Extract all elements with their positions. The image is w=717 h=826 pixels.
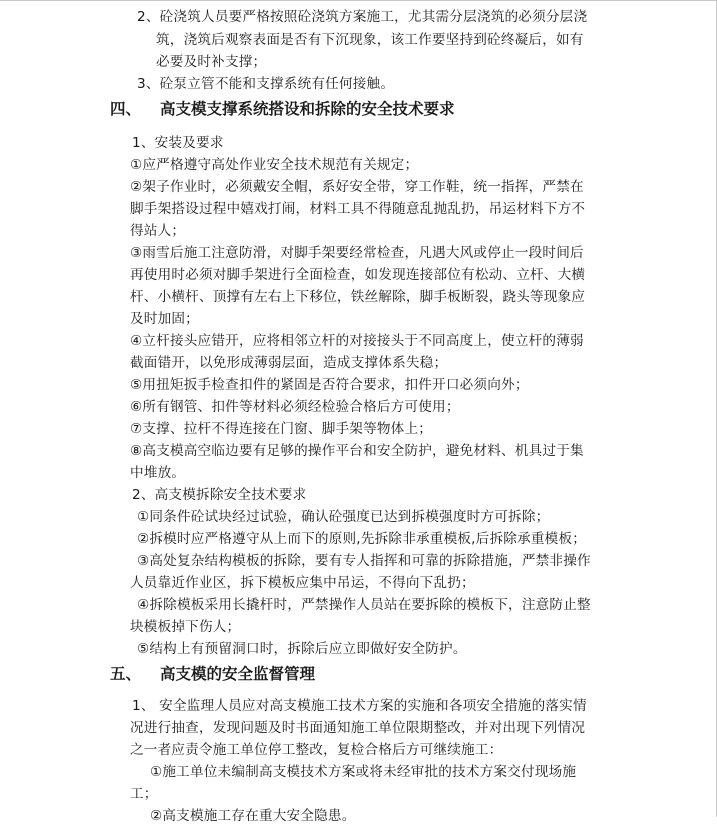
sec4-sub2: 2、高支模拆除安全技术要求 bbox=[132, 487, 307, 503]
sec4-item3-line1: ③雨雪后施工注意防滑，对脚手架要经常检查，凡遇大风或停止一段时间后 bbox=[130, 245, 584, 261]
sec4-item8-line1: ⑧高支模高空临边要有足够的操作平台和安全防护，避免材料、机具过于集 bbox=[130, 443, 584, 459]
sec4-item4-line1: ④立杆接头应错开，应将相邻立杆的对接接头于不同高度上，使立杆的薄弱 bbox=[130, 333, 584, 349]
sec5-para1-line3: 之一者应责令施工单位停工整改，复检合格后方可继续施工： bbox=[130, 742, 503, 758]
sec4-item2-line2: 脚手架搭设过程中嬉戏打闹，材料工具不得随意乱抛乱扔，吊运材料下方不 bbox=[130, 201, 586, 217]
section-5-number: 五、 bbox=[110, 665, 142, 683]
sec4-item3-line2: 再使用时必须对脚手架进行全面检查，如发现连接部位有松动、立杆、大横 bbox=[130, 267, 586, 283]
sec4-item1: ①应严格遵守高处作业安全技术规范有关规定； bbox=[130, 157, 419, 173]
sec3-item2-line1: 2、砼浇筑人员要严格按照砼浇筑方案施工，尤其需分层浇筑的必须分层浇 bbox=[137, 9, 588, 25]
sec4-removal4-line1: ④拆除模板采用长撬杆时，严禁操作人员站在要拆除的模板下，注意防止整 bbox=[137, 597, 591, 613]
sec4-item2-line3: 得站人； bbox=[130, 223, 186, 239]
sec4-sub1: 1、安装及要求 bbox=[132, 135, 224, 151]
section-5-title: 高支模的安全监督管理 bbox=[160, 665, 316, 683]
sec5-case2: ②高支模施工存在重大安全隐患。 bbox=[150, 808, 356, 824]
sec4-item7: ⑦支撑、拉杆不得连接在门窗、脚手架等物体上； bbox=[130, 421, 433, 437]
section-4-number: 四、 bbox=[110, 100, 142, 118]
sec4-removal3-line2: 人员靠近作业区，拆下模板应集中吊运，不得向下乱扔； bbox=[130, 575, 475, 591]
sec4-removal2: ②拆模时应严格遵守从上而下的原则,先拆除非承重模板,后拆除承重模板； bbox=[137, 531, 587, 547]
sec3-item3: 3、砼泵立管不能和支撑系统有任何接触。 bbox=[137, 76, 395, 92]
sec4-removal5: ⑤结构上有预留洞口时，拆除后应立即做好安全防护。 bbox=[137, 641, 467, 657]
sec4-item4-line2: 截面错开，以免形成薄弱层面，造成支撑体系失稳； bbox=[130, 355, 448, 371]
sec4-item3-line3: 杆、小横杆、顶撑有左右上下移位，铁丝解除，脚手板断裂，跷头等现象应 bbox=[130, 289, 586, 305]
sec5-para1-line2: 况进行抽查，发现问题及时书面通知施工单位限期整改，并对出现下列情况 bbox=[130, 720, 586, 736]
sec4-item8-line2: 中堆放。 bbox=[130, 465, 186, 481]
sec4-item6: ⑥所有钢管、扣件等材料必须经检验合格后方可使用； bbox=[130, 399, 460, 415]
sec4-removal3-line1: ③高处复杂结构模板的拆除，要有专人指挥和可靠的拆除措施，严禁非操作 bbox=[137, 553, 591, 569]
section-5-heading bbox=[110, 663, 315, 685]
sec4-removal1: ①同条件砼试块经过试验，确认砼强度已达到拆模强度时方可拆除； bbox=[137, 509, 550, 525]
section-4-title: 高支模支撑系统搭设和拆除的安全技术要求 bbox=[160, 100, 455, 118]
sec5-para1-line1: 1、 安全监理人员应对高支模施工技术方案的实施和各项安全措施的落实情 bbox=[132, 698, 587, 714]
section-4-heading bbox=[110, 98, 455, 120]
sec3-item2-line2: 筑，浇筑后观察表面是否有下沉现象，该工作要坚持到砼终凝后，如有 bbox=[156, 32, 584, 48]
sec4-item5: ⑤用扭矩扳手检查扣件的紧固是否符合要求，扣件开口必须向外； bbox=[130, 377, 529, 393]
sec5-case1-line2: 工； bbox=[130, 786, 158, 802]
sec4-removal4-line2: 块模板掉下伤人； bbox=[130, 619, 241, 635]
sec4-item2-line1: ②架子作业时，必须戴安全帽，系好安全带，穿工作鞋，统一指挥，严禁在 bbox=[130, 179, 584, 195]
sec5-case1-line1: ①施工单位未编制高支模技术方案或将未经审批的技术方案交付现场施 bbox=[150, 764, 577, 780]
sec4-item3-line4: 及时加固； bbox=[130, 311, 199, 327]
sec3-item2-line3: 必要及时补支撑； bbox=[156, 54, 267, 70]
